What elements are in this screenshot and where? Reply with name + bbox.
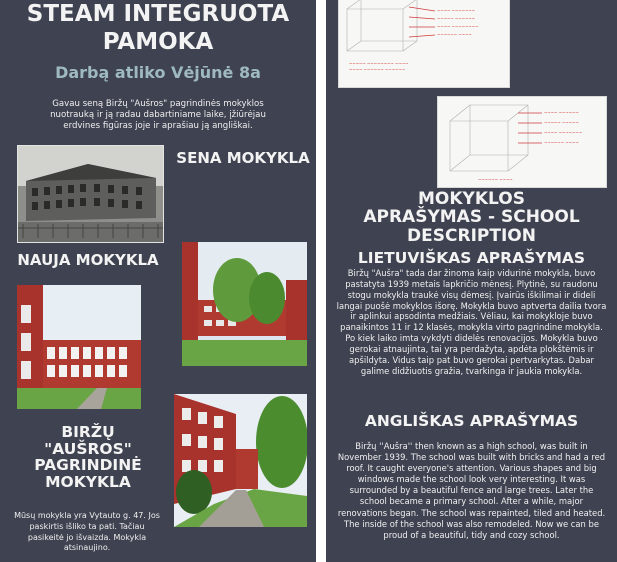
svg-text:~~~~~~ ~~~~: ~~~~~~ ~~~~ <box>437 32 472 37</box>
svg-text:~~~~~~ ~~~~: ~~~~~~ ~~~~ <box>544 140 579 145</box>
lithuanian-text: Biržų "Aušra" tada dar žinoma kaip vidurinė mokykla, buvo pastatyta 1939 metais lapkričio mėnesį. Plytinė, su raudonu stogu mokykla traukė visų dėmesį. Įvairūs iškilimai ir dideli langai puošė mokyklos išorę. Mokykla buvo aptverta dailia tvora ir aplinkui apsodinta medžiais. Vėliau, kai mokykloje buvo panaikintos 11 ir 12 klasės, mokykla virto pagrindine mokykla. Po kiek laiko imta vykdyti didelės renovacijos. Mokykla buvo gerokai atnaujinta, tai yra perdažyta, apdėta plokštėmis ir apšildyta. Vidus taip pat buvo gerokai pertvarkytas. Dabar galime didžiuotis gražia, tvarkinga ir jaukia mokykla. <box>336 268 607 376</box>
old-school-label: SENA MOKYKLA <box>176 149 310 167</box>
svg-text:~~~~ ~~~~~~ ~~~~~~: ~~~~ ~~~~~~ ~~~~~~ <box>349 67 406 72</box>
poster-title-line-2: PAMOKA <box>102 29 214 56</box>
description-heading-line-2: APRAŠYMAS - SCHOOL <box>363 207 580 228</box>
right-poster-panel <box>326 0 617 562</box>
svg-text:~~~~~ ~~~~~~: ~~~~~ ~~~~~~ <box>437 16 476 21</box>
intro-text: Gavau seną Biržų "Aušros" pagrindinės mokyklos nuotrauką ir ją radau dabartiniame laike, įžiūrėjau erdvines figūras joje ir aprašiau ją angliškai. <box>50 99 266 131</box>
svg-text:~~~~ ~~~~~~: ~~~~ ~~~~~~ <box>544 110 579 115</box>
poster-title-line-1: STEAM INTEGRUOTA <box>26 1 290 27</box>
svg-text:~~~~~ ~~~~~~~~ ~~~~: ~~~~~ ~~~~~~~~ ~~~~ <box>349 61 409 66</box>
sketch-drawing-2 <box>438 97 606 187</box>
poster-subtitle: Darbą atliko Vėjūnė 8a <box>55 63 261 82</box>
english-heading: ANGLIŠKAS APRAŠYMAS <box>364 412 579 430</box>
svg-text:~~~~ ~~~~~~~~: ~~~~ ~~~~~~~~ <box>437 24 479 29</box>
svg-text:~~~~ ~~~~~~~: ~~~~ ~~~~~~~ <box>437 8 476 13</box>
new-school-photo-3 <box>174 394 307 527</box>
new-school-photo-1-graphic <box>182 242 307 366</box>
description-heading <box>326 190 617 245</box>
new-school-photo-2-graphic <box>17 285 141 409</box>
school-name-line-4: MOKYKLA <box>45 473 131 492</box>
description-heading-line-3: DESCRIPTION <box>407 225 536 246</box>
lithuanian-heading: LIETUVIŠKAS APRAŠYMAS <box>357 249 586 267</box>
sketch-drawing-1 <box>339 0 509 87</box>
school-name-line-2: "AUŠROS" <box>44 439 132 458</box>
old-school-photo-graphic <box>18 146 163 242</box>
english-text: Biržų ''Aušra'' then known as a high school, was built in November 1939. The school was built with bricks and had a red roof. It caught everyone's attention. Various shapes and big windows made the school look very interesting. It was surrounded by a beautiful fence and large trees. Later the school became a primary school. After a while, major renovations began. The school was repainted, tiled and heated. The inside of the school was also remodeled. Now we can be proud of a beautiful, tidy and cozy school. <box>337 441 606 540</box>
school-name-line-3: PAGRINDINĖ <box>34 456 142 475</box>
school-name-line-1: BIRŽŲ <box>61 423 115 441</box>
sketch-paper-2 <box>437 96 607 188</box>
new-school-photo-1 <box>182 242 307 366</box>
school-name <box>8 424 168 491</box>
svg-text:~~~~~~ ~~~~: ~~~~~~ ~~~~ <box>478 177 513 182</box>
poster-title <box>0 2 316 54</box>
svg-text:~~~~~ ~~~~~: ~~~~~ ~~~~~ <box>544 120 579 125</box>
footer-text: Mūsų mokykla yra Vytauto g. 47. Jos paskirtis išliko ta pati. Tačiau pasikeitė jo išvaizda. Mokykla atsinaujino. <box>14 511 160 553</box>
new-school-label: NAUJA MOKYKLA <box>17 251 159 269</box>
description-heading-line-1: MOKYKLOS <box>418 189 525 209</box>
old-school-photo <box>17 145 164 243</box>
new-school-photo-2 <box>17 285 141 409</box>
new-school-photo-3-graphic <box>174 394 307 527</box>
svg-text:~~~~ ~~~~~~~: ~~~~ ~~~~~~~ <box>544 130 583 135</box>
sketch-paper-1 <box>338 0 510 88</box>
